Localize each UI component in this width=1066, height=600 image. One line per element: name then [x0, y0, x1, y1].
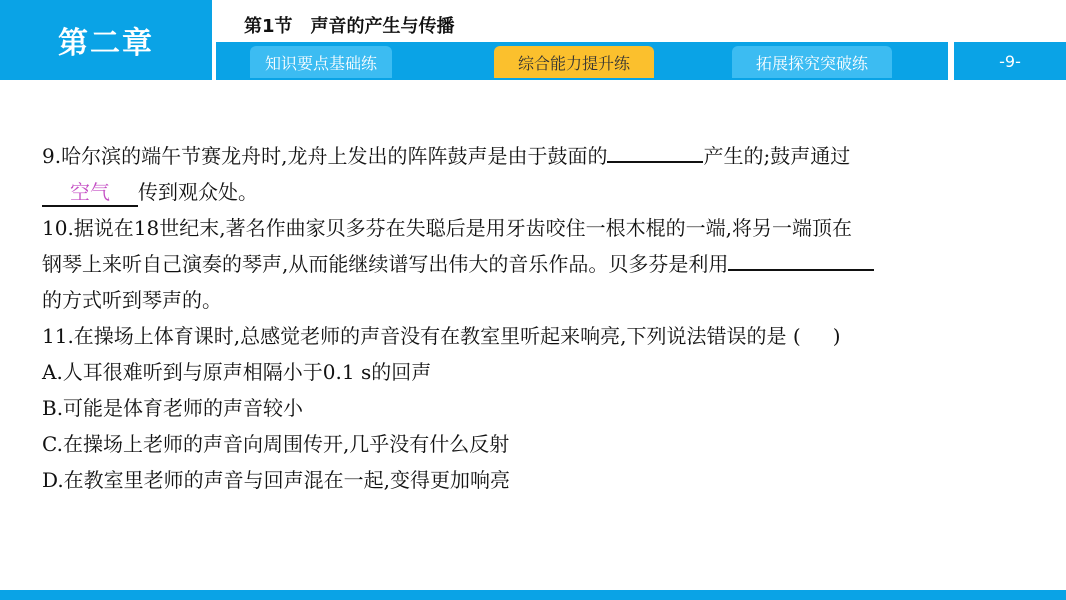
- tab-basic-practice[interactable]: 知识要点基础练: [250, 46, 392, 78]
- question-9-line-1: [42, 138, 1042, 174]
- q11-option-d: D.在教室里老师的声音与回声混在一起,变得更加响亮: [42, 468, 511, 492]
- tab-extension-exploration[interactable]: 拓展探究突破练: [732, 46, 892, 78]
- nav-tab-bar: [216, 42, 948, 80]
- section-number: 第1节: [244, 16, 293, 37]
- section-title: [244, 12, 455, 38]
- tab-comprehensive-improvement[interactable]: 综合能力提升练: [494, 46, 654, 78]
- q9-text-b: 产生的;鼓声通过: [703, 144, 851, 168]
- question-11-stem: [42, 318, 1042, 354]
- question-10-line-3: 的方式听到琴声的。: [42, 288, 222, 312]
- q9-text-c: 传到观众处。: [138, 180, 258, 204]
- q9-blank-1: [607, 161, 703, 163]
- q10-text-a: 钢琴上来听自己演奏的琴声,从而能继续谱写出伟大的音乐作品。贝多芬是利用: [42, 252, 729, 276]
- question-10-line-2: [42, 246, 1042, 282]
- q11-option-a: A.人耳很难听到与原声相隔小于0.1 s的回声: [42, 360, 432, 384]
- q10-blank: [728, 269, 874, 271]
- section-name: 声音的产生与传播: [310, 16, 455, 37]
- q11-stem-close: ): [832, 324, 841, 348]
- chapter-label: 第二章: [0, 0, 212, 80]
- q11-option-b: B.可能是体育老师的声音较小: [42, 396, 304, 420]
- header-bar: [0, 0, 1066, 80]
- footer-bar: [0, 590, 1066, 600]
- q9-text-a: 9.哈尔滨的端午节赛龙舟时,龙舟上发出的阵阵鼓声是由于鼓面的: [42, 144, 608, 168]
- q9-blank-2-answer: 空气: [42, 179, 138, 207]
- question-10-line-1: 10.据说在18世纪末,著名作曲家贝多芬在失聪后是用牙齿咬住一根木棍的一端,将另一端顶在: [42, 216, 852, 240]
- question-content: [42, 138, 1042, 498]
- question-9-line-2: [42, 174, 1042, 210]
- q11-option-c: C.在操场上老师的声音向周围传开,几乎没有什么反射: [42, 432, 510, 456]
- q11-stem-text: 11.在操场上体育课时,总感觉老师的声音没有在教室里听起来响亮,下列说法错误的是 (: [42, 324, 801, 348]
- page-number: -9-: [954, 42, 1066, 80]
